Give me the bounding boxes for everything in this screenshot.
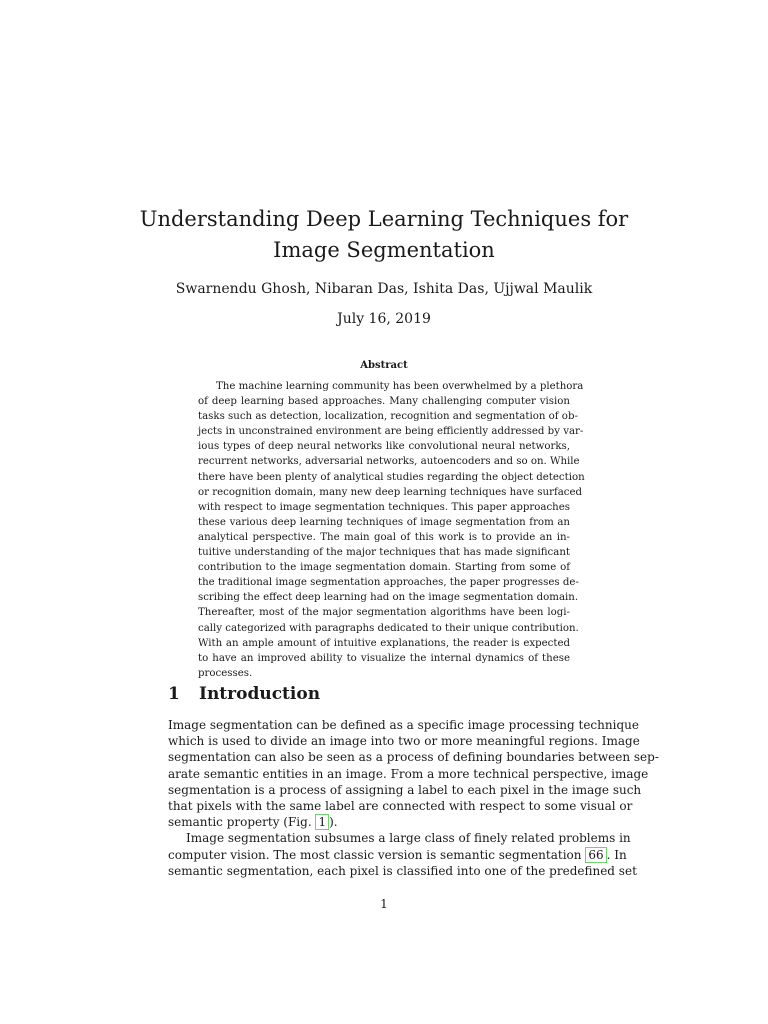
- body-line: Image segmentation can be defined as a specific image processing technique: [168, 718, 639, 732]
- abstract-line: these various deep learning techniques of image segmentation from an: [198, 516, 570, 528]
- abstract-heading: Abstract: [360, 360, 408, 371]
- abstract-line: analytical perspective. The main goal of this work is to provide an in-: [198, 531, 570, 543]
- citation-link[interactable]: 66: [585, 847, 606, 863]
- body-line: that pixels with the same label are connected with respect to some visual or: [168, 799, 633, 814]
- body-line: segmentation is a process of assigning a label to each pixel in the image such: [168, 782, 642, 797]
- body-line: arate semantic entities in an image. From a more technical perspective, image: [168, 766, 649, 781]
- abstract-line: with respect to image segmentation techniques. This paper approaches: [198, 501, 570, 513]
- abstract-line: of deep learning based approaches. Many challenging computer vision: [198, 396, 570, 408]
- section-heading: [168, 684, 320, 704]
- text-fragment: semantic property (Fig.: [168, 815, 316, 830]
- author-list: Swarnendu Ghosh, Nibaran Das, Ishita Das, Ujjwal Maulik: [175, 281, 593, 297]
- paper-title: [0, 204, 768, 266]
- figure-reference-link[interactable]: 1: [315, 814, 329, 830]
- abstract-line: or recognition domain, many new deep learning techniques have surfaced: [198, 486, 583, 498]
- body-line: [168, 847, 627, 863]
- abstract-line: processes.: [198, 667, 253, 679]
- abstract-text: [198, 379, 585, 681]
- title-line: Image Segmentation: [273, 238, 495, 262]
- page-number: 1: [380, 897, 388, 911]
- abstract-line: contribution to the image segmentation domain. Starting from some of: [198, 562, 570, 574]
- publication-date: July 16, 2019: [337, 311, 431, 327]
- body-line: which is used to divide an image into two or more meaningful regions. Image: [168, 734, 640, 749]
- abstract-line: cally categorized with paragraphs dedicated to their unique contribution.: [198, 622, 579, 634]
- abstract-line: scribing the effect deep learning had on the image segmentation domain.: [198, 592, 579, 604]
- title-line: Understanding Deep Learning Techniques for: [139, 207, 629, 231]
- abstract-line: jects in unconstrained environment are being efficiently addressed by var-: [198, 426, 584, 438]
- abstract-line: ious types of deep neural networks like convolutional neural networks,: [198, 441, 570, 453]
- abstract-line: tasks such as detection, localization, recognition and segmentation of ob-: [198, 411, 578, 423]
- text-fragment: computer vision. The most classic version is semantic segmentation: [168, 847, 586, 862]
- text-fragment: . In: [606, 847, 627, 862]
- abstract-line: With an ample amount of intuitive explanations, the reader is expected: [198, 637, 570, 649]
- body-text: [168, 717, 659, 879]
- section-number: 1: [168, 684, 180, 704]
- body-line: semantic segmentation, each pixel is classified into one of the predefined set: [168, 863, 637, 878]
- text-fragment: ).: [329, 815, 338, 830]
- section-title: Introduction: [199, 684, 321, 704]
- abstract-line: to have an improved ability to visualize the internal dynamics of these: [198, 652, 570, 664]
- abstract-line: the traditional image segmentation approaches, the paper progresses de-: [198, 577, 579, 589]
- abstract-line: The machine learning community has been overwhelmed by a plethora: [216, 381, 584, 392]
- abstract-line: tuitive understanding of the major techniques that has made significant: [198, 547, 570, 559]
- body-line: [168, 814, 599, 830]
- body-line: Image segmentation subsumes a large class of finely related problems in: [186, 831, 631, 846]
- abstract-line: there have been plenty of analytical studies regarding the object detection: [198, 471, 585, 483]
- abstract-line: Thereafter, most of the major segmentation algorithms have been logi-: [198, 607, 570, 619]
- abstract-line: recurrent networks, adversarial networks, autoencoders and so on. While: [198, 456, 580, 468]
- body-line: segmentation can also be seen as a process of defining boundaries between sep-: [168, 750, 659, 765]
